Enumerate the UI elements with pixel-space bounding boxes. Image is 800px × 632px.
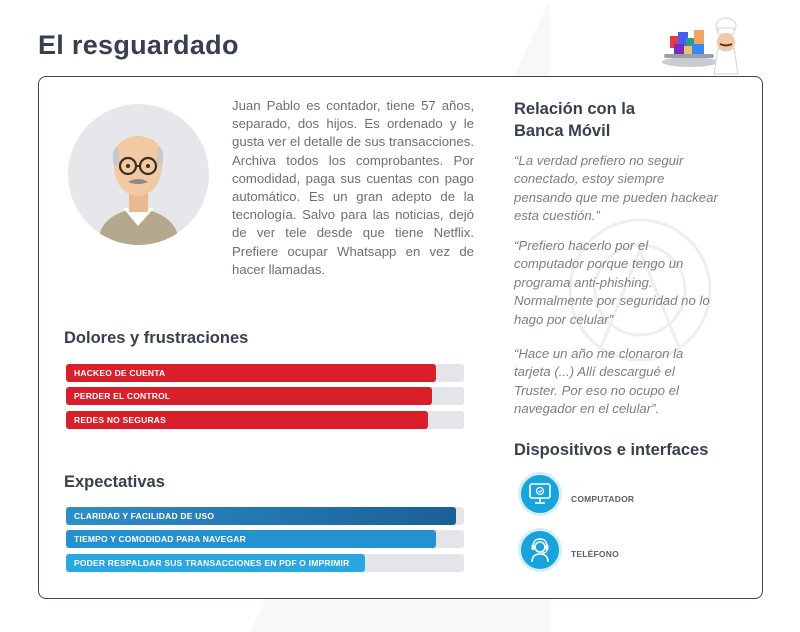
expectations-heading: Expectativas <box>64 473 165 491</box>
expectation-bar-fill <box>66 530 436 548</box>
pain-bar <box>66 387 464 405</box>
pain-bar-fill <box>66 411 428 429</box>
phone-support-icon <box>518 528 562 572</box>
expectation-bar-fill <box>66 554 365 572</box>
pain-bar <box>66 364 464 382</box>
expectation-bar <box>66 554 464 572</box>
chef-illustration <box>660 16 744 76</box>
expectation-bar-label: TIEMPO Y COMODIDAD PARA NAVEGAR <box>74 534 246 544</box>
relation-heading <box>514 98 635 142</box>
pain-bar-label: REDES NO SEGURAS <box>74 415 166 425</box>
page-title: El resguardado <box>38 30 239 60</box>
expectation-bar <box>66 507 464 525</box>
relation-heading-line2: Banca Móvil <box>514 122 611 140</box>
expectation-bar <box>66 530 464 548</box>
quote: “La verdad prefiero no seguir conectado, estoy siempre pensando que me pueden hackear esta cuestión.” <box>514 153 718 224</box>
quote: “Prefiero hacerlo por el computador porque tengo un programa anti-phishing. Normalmente por seguridad no lo hago por celular” <box>514 238 710 327</box>
expectation-bar-label: CLARIDAD Y FACILIDAD DE USO <box>74 511 215 521</box>
pain-bar-label: PERDER EL CONTROL <box>74 391 171 401</box>
pain-bar <box>66 411 464 429</box>
pain-bar-label: HACKEO DE CUENTA <box>74 368 166 378</box>
device-label-phone: TELÉFONO <box>571 549 619 559</box>
persona-avatar <box>68 104 209 245</box>
device-label-computer: COMPUTADOR <box>571 494 635 504</box>
persona-bio: Juan Pablo es contador, tiene 57 años, separado, dos hijos. Es ordenado y le gusta ver el detalle de sus transacciones. Archiva todos los comprobantes. Por comodidad, paga sus cuentas con pago automático. Es un gran adepto de la tecnología. Salvo para las noticias, dejó de ver tele desde que tiene Netflix. Prefiere ocupar Whatsapp en vez de hacer llamadas. <box>232 98 474 277</box>
expectation-bar-fill <box>66 507 456 525</box>
devices-heading: Dispositivos e interfaces <box>514 441 709 459</box>
expectation-bar-label: PODER RESPALDAR SUS TRANSACCIONES EN PDF O IMPRIMIR <box>74 558 350 568</box>
relation-heading-line1: Relación con la <box>514 100 636 118</box>
computer-icon <box>518 472 562 516</box>
pain-bar-fill <box>66 364 436 382</box>
pain-bar-fill <box>66 387 432 405</box>
pains-heading: Dolores y frustraciones <box>64 329 249 347</box>
quote: “Hace un año me clonaron la tarjeta (...) Allí descargué el Truster. Por eso no ocupo el navegador en el celular”. <box>514 346 684 417</box>
